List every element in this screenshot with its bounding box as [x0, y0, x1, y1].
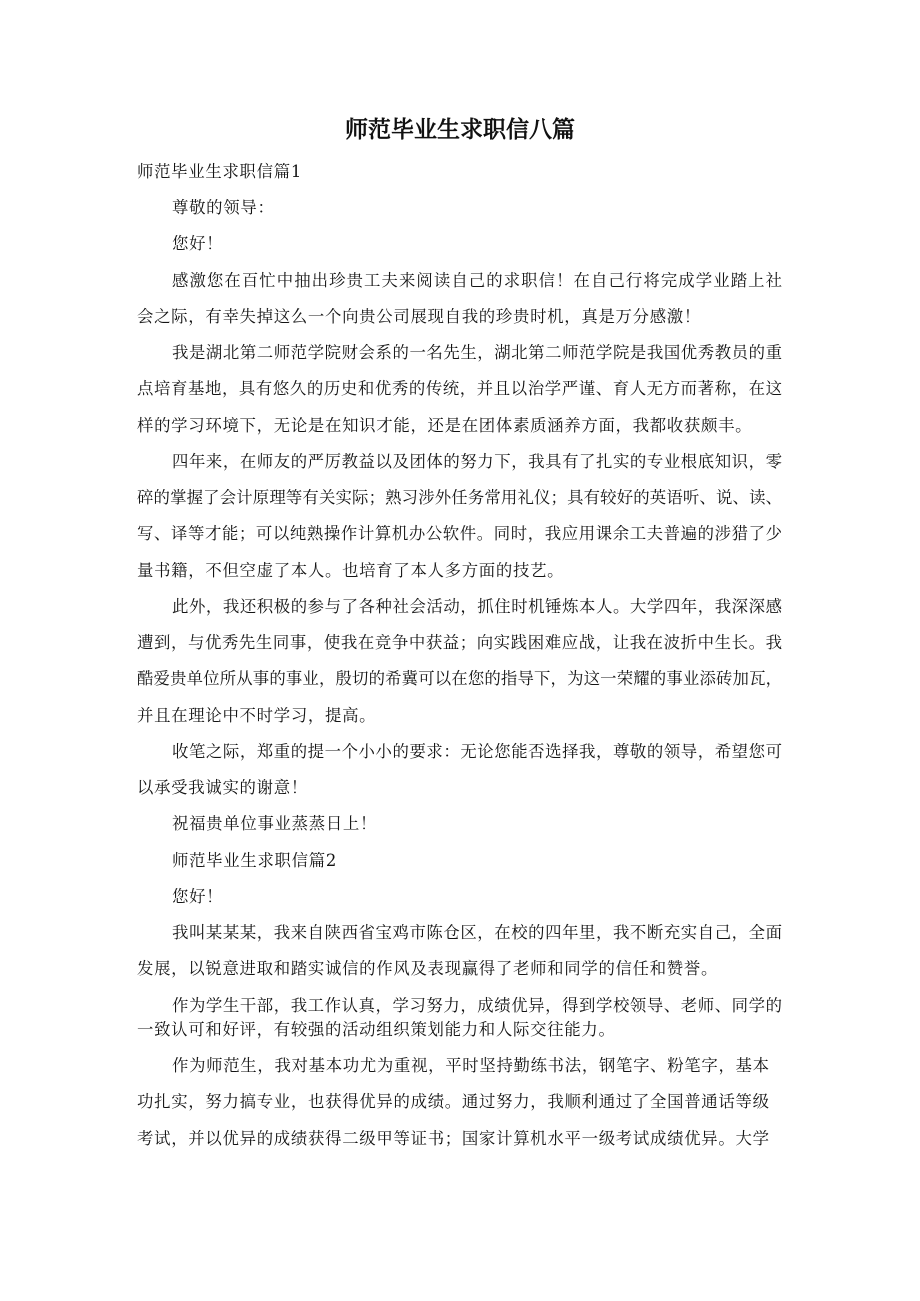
paragraph-line: 会之际，有幸失掉这么一个向贵公司展现自我的珍贵时机，真是万分感激！	[137, 306, 701, 326]
paragraph-line: 四年来，在师友的严厉教益以及团体的努力下，我具有了扎实的专业根底知识，零	[172, 451, 782, 471]
letter-1	[137, 154, 782, 843]
paragraph-line: 此外，我还积极的参与了各种社会活动，抓住时机锤炼本人。大学四年，我深深感	[172, 596, 782, 616]
greeting: 您好！	[172, 886, 224, 906]
paragraph	[137, 335, 782, 444]
greeting: 您好！	[172, 234, 224, 254]
paragraph	[137, 1048, 782, 1157]
paragraph-line: 一致认可和好评，有较强的活动组织策划能力和人际交往能力。	[137, 1019, 616, 1039]
paragraph-line: 并且在理论中不时学习，提高。	[137, 705, 377, 725]
paragraph-line: 考试，并以优异的成绩获得二级甲等证书；国家计算机水平一级考试成绩优异。大学	[137, 1128, 769, 1148]
paragraph	[137, 734, 782, 807]
paragraph-line: 以承受我诚实的谢意！	[137, 778, 308, 798]
paragraph-line: 点培育基地，具有悠久的历史和优秀的传统，并且以治学严谨、育人无方而著称，在这	[137, 379, 782, 399]
paragraph-line: 我是湖北第二师范学院财会系的一名先生，湖北第二师范学院是我国优秀教员的重	[172, 343, 782, 363]
paragraph-line: 样的学习环境下，无论是在知识才能，还是在团体素质涵养方面，我都收获颇丰。	[137, 415, 753, 435]
letter-heading: 师范毕业生求职信篇1	[137, 161, 302, 181]
paragraph-line: 我叫某某某，我来自陕西省宝鸡市陈仓区，在校的四年里，我不断充实自己，全面	[172, 923, 782, 943]
paragraph-line: 碎的掌握了会计原理等有关实际；熟习涉外任务常用礼仪；具有较好的英语听、说、读、	[137, 488, 782, 508]
paragraph-line: 收笔之际，郑重的提一个小小的要求：无论您能否选择我，尊敬的领导，希望您可	[172, 741, 782, 761]
paragraph-line: 作为学生干部，我工作认真，学习努力，成绩优异，得到学校领导、老师、同学的	[172, 995, 782, 1015]
paragraph	[137, 263, 782, 336]
closing: 祝福贵单位事业蒸蒸日上！	[172, 814, 378, 834]
salutation: 尊敬的领导：	[172, 198, 275, 218]
paragraph-line: 发展，以锐意进取和踏实诚信的作风及表现赢得了老师和同学的信任和赞誉。	[137, 959, 719, 979]
paragraph-line: 写、译等才能；可以纯熟操作计算机办公软件。同时，我应用课余工夫普遍的涉猎了少	[137, 524, 782, 544]
paragraph	[137, 589, 782, 734]
paragraph-line: 酷爱贵单位所从事的事业，殷切的希冀可以在您的指导下，为这一荣耀的事业添砖加瓦，	[137, 669, 782, 689]
document-body	[137, 154, 782, 1157]
letter-2	[137, 843, 782, 1157]
paragraph-line: 感激您在百忙中抽出珍贵工夫来阅读自己的求职信！在自己行将完成学业踏上社	[172, 270, 782, 290]
paragraph-line: 功扎实，努力搞专业，也获得优异的成绩。通过努力，我顺利通过了全国普通话等级	[137, 1092, 769, 1112]
paragraph	[137, 988, 782, 1049]
paragraph-line: 作为师范生，我对基本功尤为重视，平时坚持勤练书法，钢笔字、粉笔字，基本	[172, 1056, 769, 1076]
paragraph-line: 遭到，与优秀先生同事，使我在竞争中获益；向实践困难应战，让我在波折中生长。我	[137, 633, 782, 653]
letter-heading: 师范毕业生求职信篇2	[172, 850, 337, 870]
paragraph-line: 量书籍，不但空虚了本人。也培育了本人多方面的技艺。	[137, 560, 565, 580]
paragraph	[137, 444, 782, 589]
paragraph	[137, 915, 782, 988]
document-title: 师范毕业生求职信八篇	[345, 117, 575, 143]
